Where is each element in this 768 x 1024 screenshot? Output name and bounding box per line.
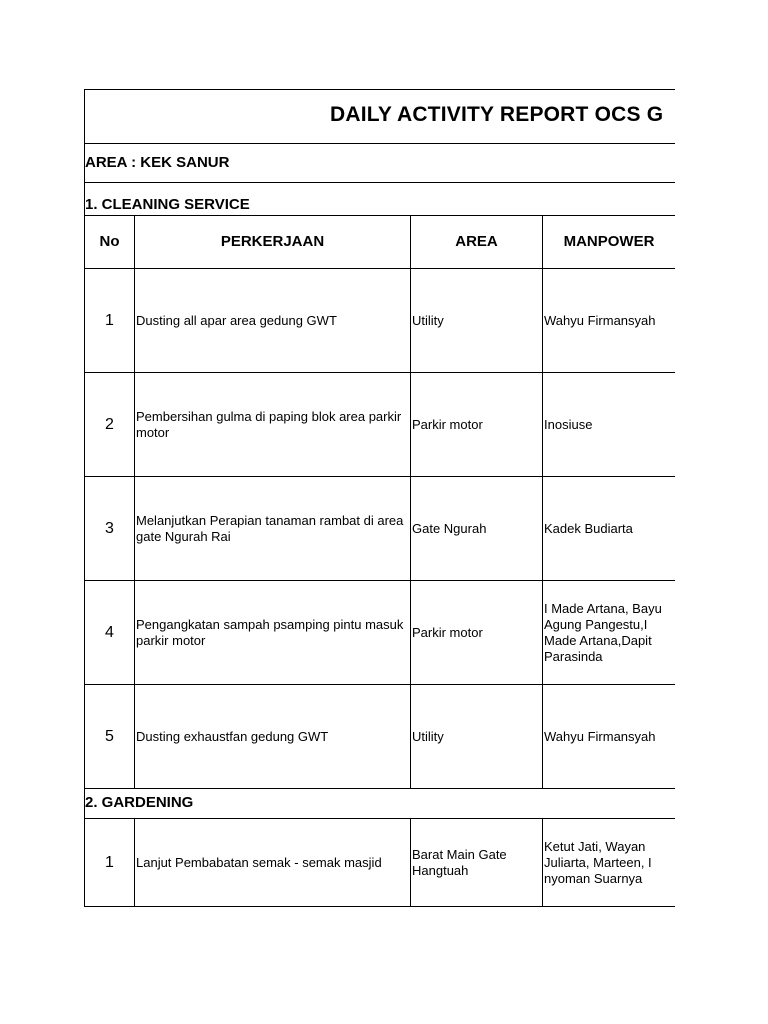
gardening-table — [84, 818, 675, 907]
task-cell: Pengangkatan sampah psamping pintu masuk parkir motor — [135, 581, 411, 685]
manpower-cell: Ketut Jati, Wayan Juliarta, Marteen, I nyoman Suarnya — [543, 819, 676, 907]
row-number: 3 — [85, 477, 135, 581]
table-row — [85, 685, 676, 789]
area-row — [84, 144, 675, 183]
row-number: 5 — [85, 685, 135, 789]
column-header-no: No — [85, 216, 135, 269]
area-cell: Utility — [411, 269, 543, 373]
title-row — [84, 89, 675, 144]
column-header-area: AREA — [411, 216, 543, 269]
area-cell: Utility — [411, 685, 543, 789]
report-sheet — [84, 89, 675, 907]
section-label-gardening: 2. GARDENING — [85, 794, 194, 811]
task-cell: Pembersihan gulma di paping blok area parkir motor — [135, 373, 411, 477]
manpower-cell: Kadek Budiarta — [543, 477, 676, 581]
row-number: 4 — [85, 581, 135, 685]
table-row — [85, 373, 676, 477]
manpower-cell: I Made Artana, Bayu Agung Pangestu,I Made Artana,Dapit Parasinda — [543, 581, 676, 685]
row-number: 2 — [85, 373, 135, 477]
task-cell: Lanjut Pembabatan semak - semak masjid — [135, 819, 411, 907]
manpower-cell: Wahyu Firmansyah — [543, 685, 676, 789]
manpower-cell: Wahyu Firmansyah — [543, 269, 676, 373]
row-number: 1 — [85, 819, 135, 907]
manpower-cell: Inosiuse — [543, 373, 676, 477]
cleaning-table — [84, 215, 675, 789]
task-cell: Dusting all apar area gedung GWT — [135, 269, 411, 373]
row-number: 1 — [85, 269, 135, 373]
table-row — [85, 477, 676, 581]
column-header-task: PERKERJAAN — [135, 216, 411, 269]
column-header-manpower: MANPOWER — [543, 216, 676, 269]
report-title: DAILY ACTIVITY REPORT OCS G — [330, 103, 664, 126]
area-label: AREA : KEK SANUR — [85, 154, 230, 171]
area-cell: Parkir motor — [411, 581, 543, 685]
task-cell: Dusting exhaustfan gedung GWT — [135, 685, 411, 789]
task-cell: Melanjutkan Perapian tanaman rambat di area gate Ngurah Rai — [135, 477, 411, 581]
table-row — [85, 269, 676, 373]
section-label-cleaning: 1. CLEANING SERVICE — [85, 196, 250, 213]
table-row — [85, 819, 676, 907]
table-header-row — [85, 216, 676, 269]
area-cell: Barat Main Gate Hangtuah — [411, 819, 543, 907]
table-row — [85, 581, 676, 685]
area-cell: Parkir motor — [411, 373, 543, 477]
area-cell: Gate Ngurah — [411, 477, 543, 581]
